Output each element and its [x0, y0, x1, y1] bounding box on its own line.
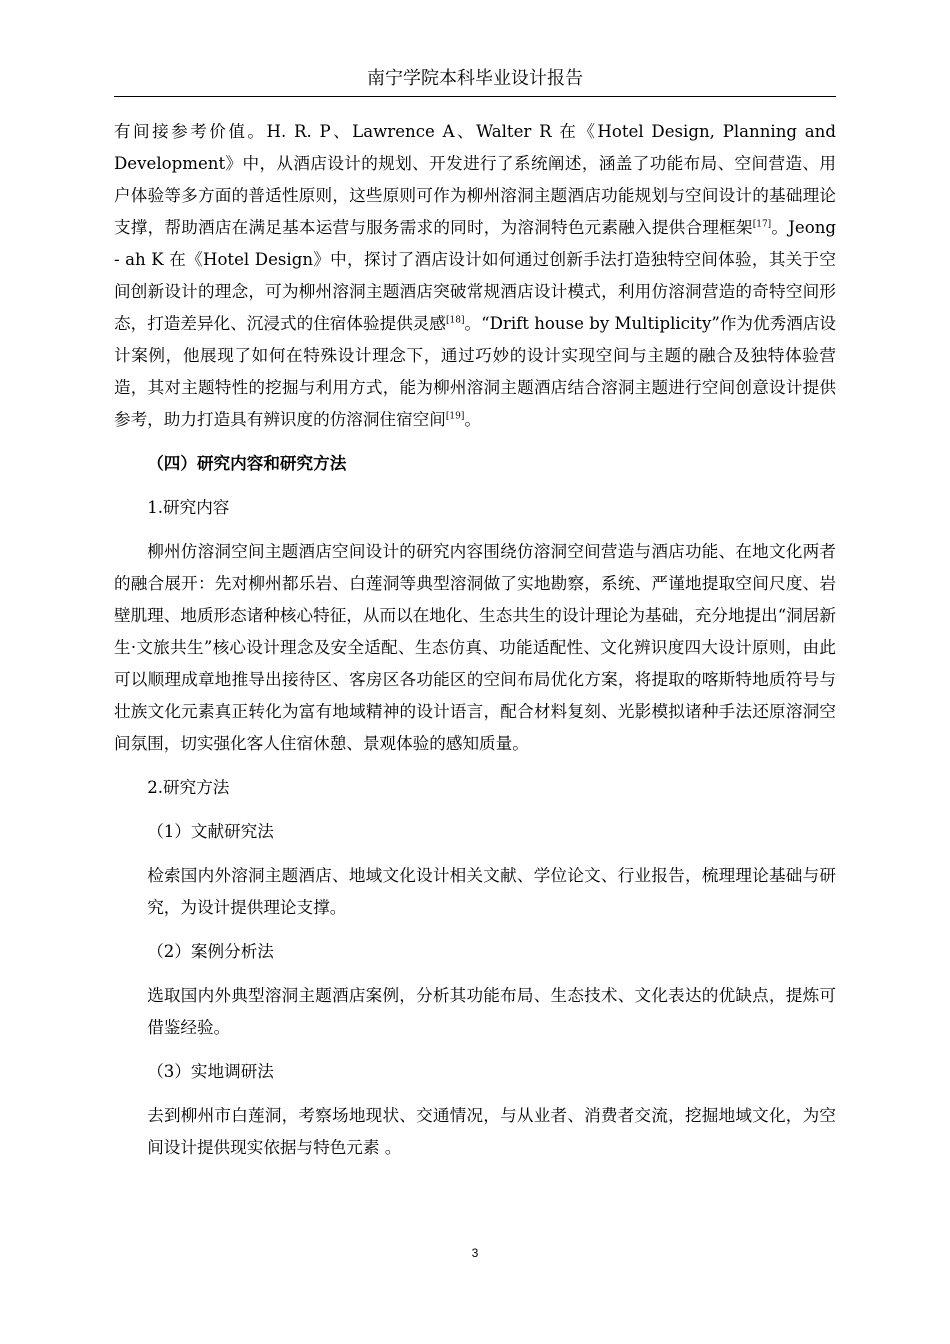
- literature-text-2: 。Jeong - ah K 在《Hotel Design》中，探讨了酒店设计如何通过创新手法打造独特空间体验，其关于空间创新设计的理念，可为柳州溶洞主题酒店突破常规酒店设计模式，利用仿溶洞营造的奇特空间形态，打造差异化、沉浸式的住宿体验提供灵感: [114, 218, 836, 333]
- method-title-literature: （1）文献研究法: [147, 822, 274, 841]
- citation-17[interactable]: [17]: [752, 219, 772, 230]
- document-body: [114, 116, 836, 1164]
- literature-text-3: 。“Drift house by Multiplicity”作为优秀酒店设计案例，他展现了如何在特殊设计理念下，通过巧妙的设计实现空间与主题的融合及独特体验营造，其对主题特性的挖掘与利用方式，能为柳州溶洞主题酒店结合溶洞主题进行空间创意设计提供参考，助力打造具有辨识度的仿溶洞住宿空间: [114, 314, 837, 429]
- research-methods-title: 2.研究方法: [147, 778, 230, 797]
- method-text-case-analysis: 选取国内外典型溶洞主题酒店案例，分析其功能布局、生态技术、文化表达的优缺点，提炼可借鉴经验。: [147, 986, 836, 1037]
- literature-text-4: 。: [464, 410, 481, 429]
- method-title-case-analysis: （2）案例分析法: [147, 942, 274, 961]
- research-content-paragraph: 柳州仿溶洞空间主题酒店空间设计的研究内容围绕仿溶洞空间营造与酒店功能、在地文化两者的融合展开：先对柳州都乐岩、白莲洞等典型溶洞做了实地勘察，系统、严谨地提取空间尺度、岩壁肌理、地质形态诸种核心特征，从而以在地化、生态共生的设计理论为基础，充分地提出“洞居新生·文旅共生”核心设计理念及安全适配、生态仿真、功能适配性、文化辨识度四大设计原则，由此可以顺理成章地推导出接待区、客房区各功能区的空间布局优化方案，将提取的喀斯特地质符号与壮族文化元素真正转化为富有地域精神的设计语言，配合材料复刻、光影模拟诸种手法还原溶洞空间氛围，切实强化客人住宿休憩、景观体验的感知质量。: [114, 542, 837, 753]
- page-header: 南宁学院本科毕业设计报告: [367, 68, 583, 89]
- header-rule: [114, 96, 836, 97]
- literature-text-1: 有间接参考价值。H. R. P、Lawrence A、Walter R 在《Hotel Design, Planning and Development》中，从酒店设计的规划、开发进行了系统阐述，涵盖了功能布局、空间营造、用户体验等多方面的普适性原则，这些原则可作为柳州溶洞主题酒店功能规划与空间设计的基础理论支撑，帮助酒店在满足基本运营与服务需求的同时，为溶洞特色元素融入提供合理框架: [114, 122, 836, 237]
- citation-19[interactable]: [19]: [445, 411, 465, 422]
- method-title-field-research: （3）实地调研法: [147, 1062, 274, 1081]
- page-number: 3: [471, 1246, 479, 1260]
- research-content-title: 1.研究内容: [147, 498, 230, 517]
- citation-18[interactable]: [18]: [446, 315, 465, 326]
- method-text-literature: 检索国内外溶洞主题酒店、地域文化设计相关文献、学位论文、行业报告，梳理理论基础与研究，为设计提供理论支撑。: [147, 866, 836, 917]
- section-heading: （四）研究内容和研究方法: [147, 454, 347, 473]
- method-text-field-research: 去到柳州市白莲洞，考察场地现状、交通情况，与从业者、消费者交流，挖掘地域文化，为空间设计提供现实依据与特色元素 。: [147, 1106, 836, 1157]
- literature-review-paragraph: [114, 116, 836, 436]
